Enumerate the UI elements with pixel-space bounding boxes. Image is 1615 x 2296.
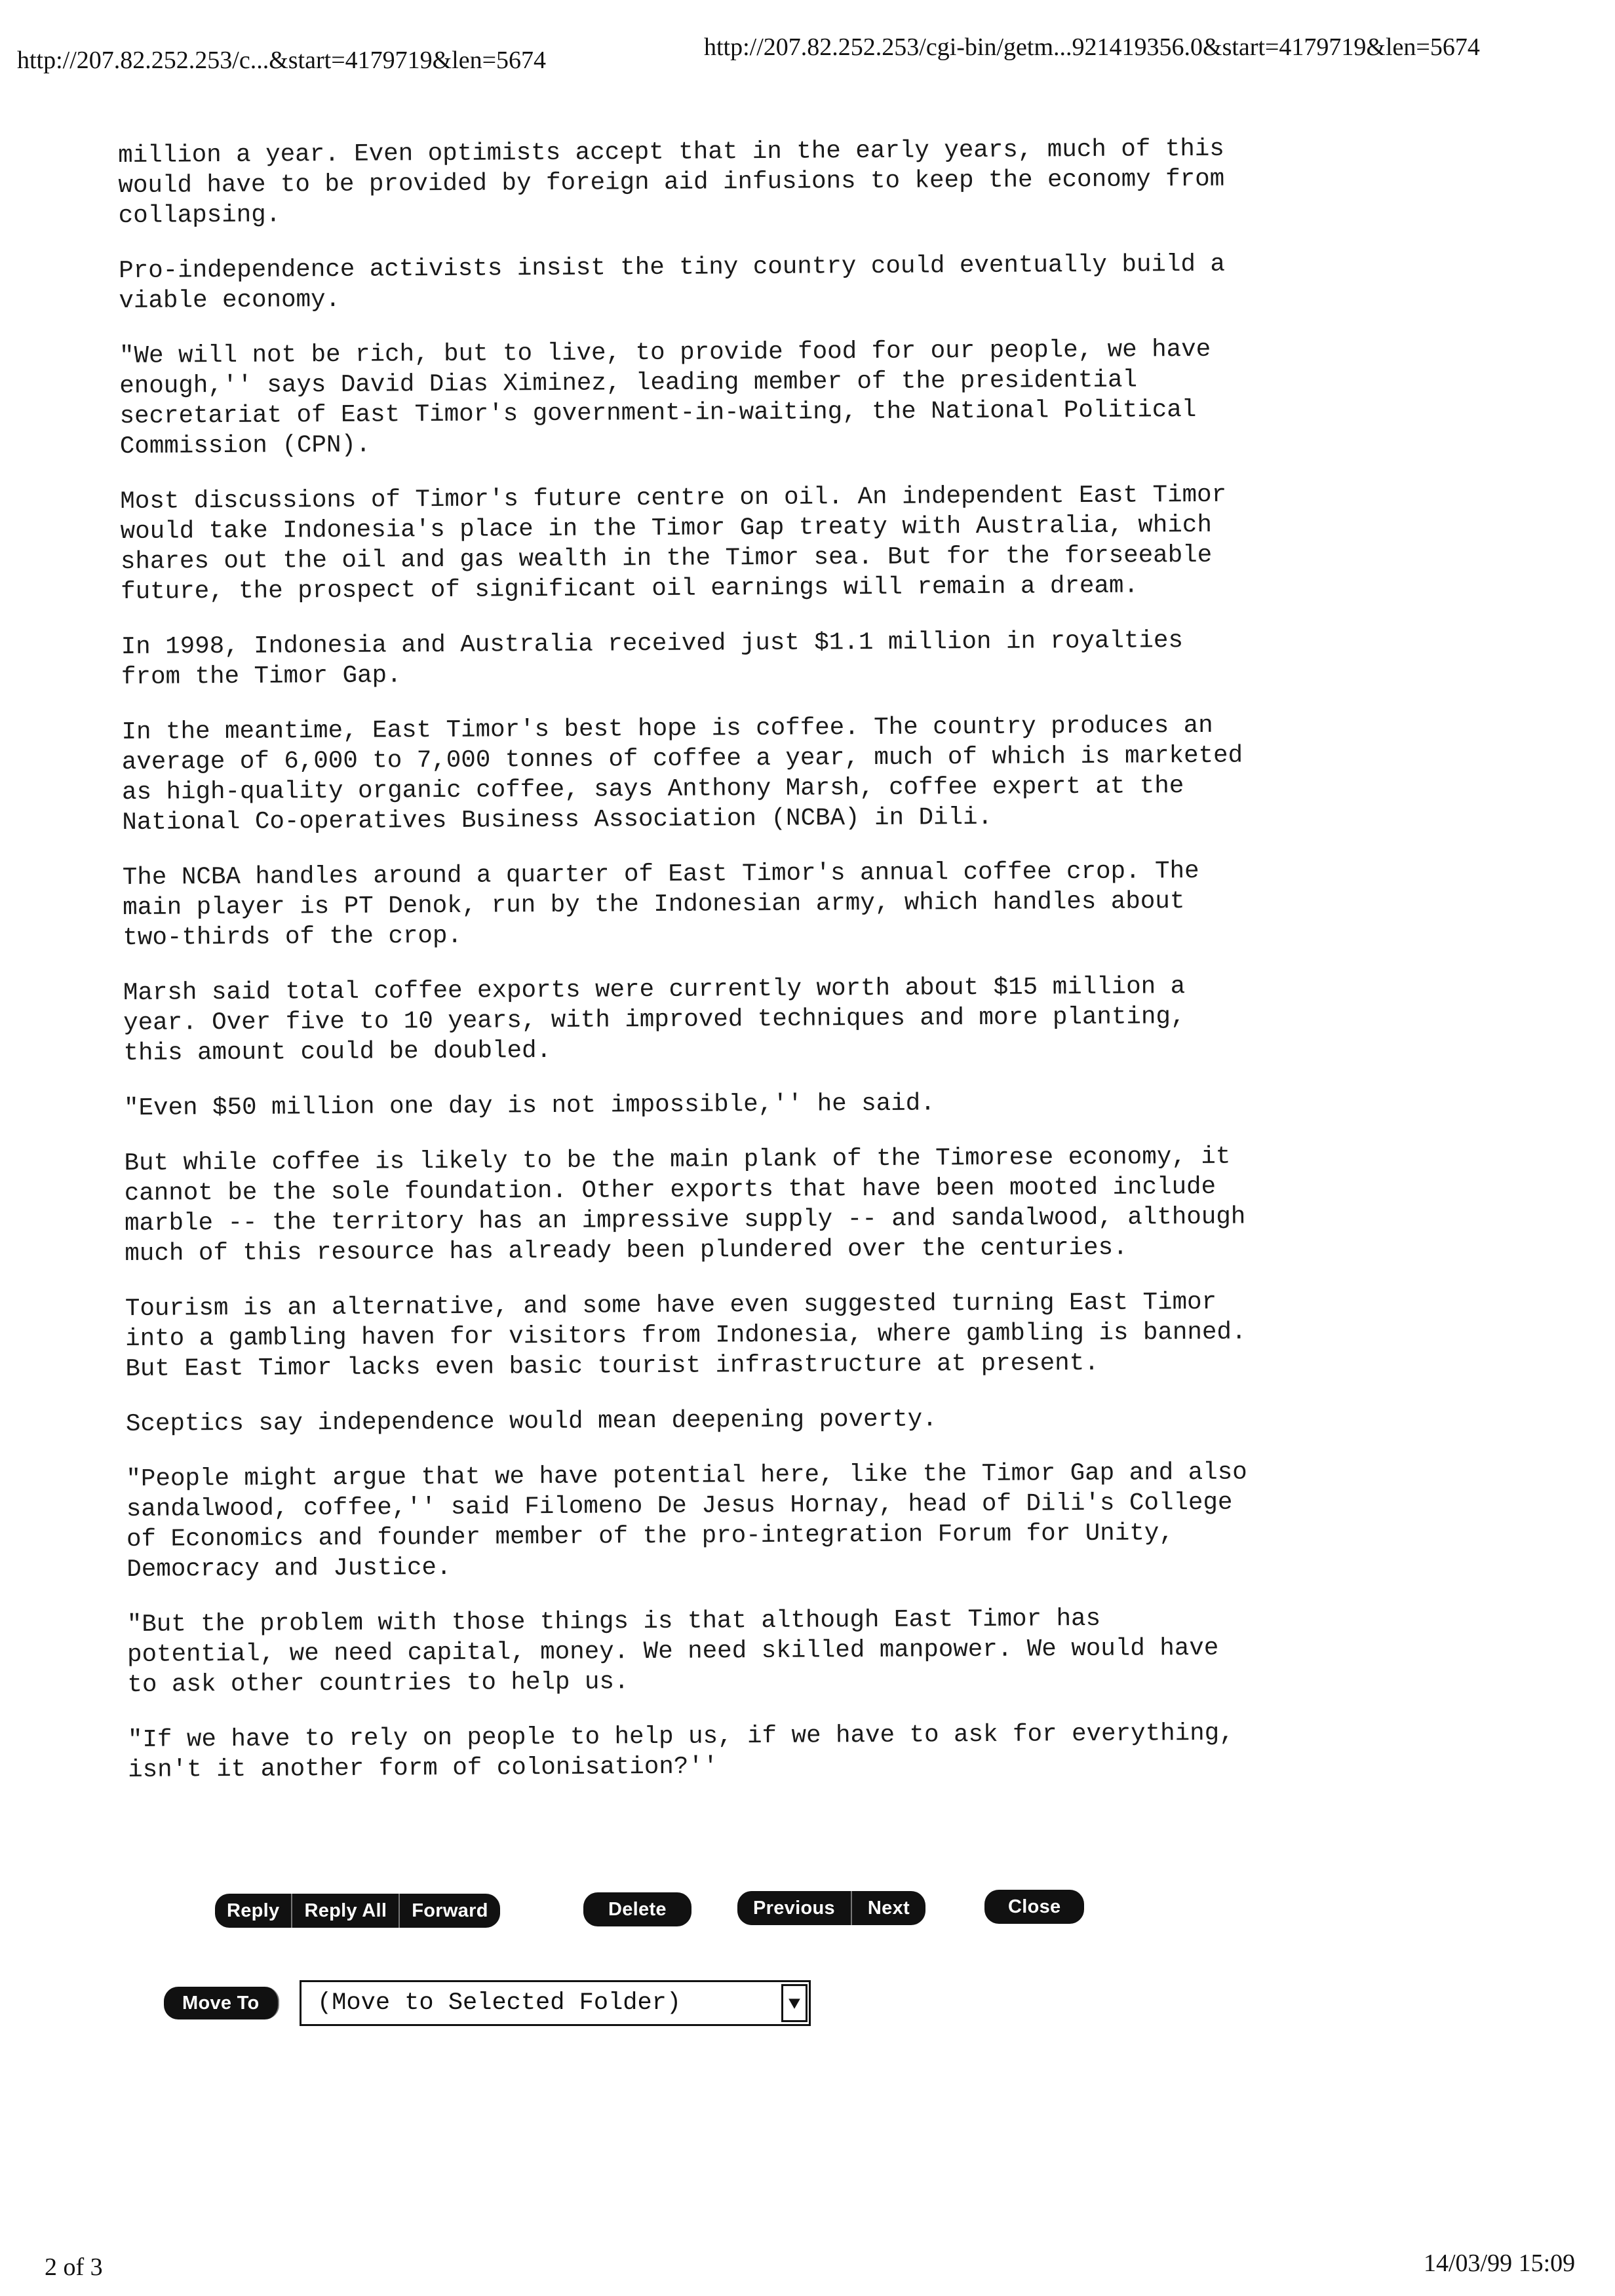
reply-button[interactable]: Reply (215, 1894, 292, 1928)
paragraph: But while coffee is likely to be the main plank of the Timorese economy, it cannot be the sole foundation. Other exports that have been mooted include marble -- the territory has an impressive supply -- and sandalwood, although much of this resource has already been plundered over the centuries. (124, 1143, 1246, 1268)
paragraph: "People might argue that we have potential here, like the Timor Gap and also sandalwood, coffee,'' said Filomeno De Jesus Hornay, head of Dili's College of Economics and founder member of the pro-integration Forum for Unity, Democracy and Justice. (126, 1459, 1247, 1584)
navigation-button-group (737, 1891, 925, 1925)
print-timestamp: 14/03/99 15:09 (1424, 2249, 1576, 2277)
message-body (118, 133, 1452, 1810)
paragraph: "If we have to rely on people to help us, if we have to ask for everything, isn't it another form of colonisation?'' (127, 1719, 1234, 1784)
next-button[interactable]: Next (852, 1891, 925, 1925)
reply-all-button[interactable]: Reply All (292, 1894, 400, 1928)
reply-button-group (215, 1894, 500, 1928)
paragraph: Sceptics say independence would mean deepening poverty. (125, 1406, 937, 1438)
forward-button[interactable]: Forward (400, 1894, 500, 1928)
dropdown-arrow-icon[interactable] (781, 1984, 808, 2022)
paragraph: million a year. Even optimists accept that in the early years, much of this would have to be provided by foreign aid infusions to keep the economy from collapsing. (118, 135, 1225, 230)
paragraph: "But the problem with those things is that although East Timor has potential, we need capital, money. We need skilled manpower. We would have to ask other countries to help us. (126, 1605, 1219, 1699)
header-url-right: http://207.82.252.253/cgi-bin/getm...921419356.0&start=4179719&len=5674 (704, 33, 1480, 61)
paragraph: "We will not be rich, but to live, to provide food for our people, we have enough,'' says David Dias Ximinez, leading member of the presidential secretariat of East Timor's government-in-waiting, the National Political Commission (CPN). (119, 335, 1211, 461)
close-button[interactable]: Close (984, 1890, 1084, 1924)
paragraph: In the meantime, East Timor's best hope is coffee. The country produces an average of 6,000 to 7,000 tonnes of coffee a year, much of which is marketed as high-quality organic coffee, says Anthony Marsh, coffee expert at the National Co-operatives Business Association (NCBA) in Dili. (121, 712, 1243, 837)
delete-button-group (583, 1892, 691, 1926)
previous-button[interactable]: Previous (737, 1891, 852, 1925)
delete-button[interactable]: Delete (583, 1892, 691, 1926)
paragraph: Tourism is an alternative, and some have even suggested turning East Timor into a gambling haven for visitors from Indonesia, where gambling is banned. But East Timor lacks even basic tourist infrastructure at present. (125, 1288, 1247, 1383)
paragraph: Marsh said total coffee exports were currently worth about $15 million a year. Over five to 10 years, with improved techniques and more planting, this amount could be doubled. (123, 973, 1186, 1067)
folder-select-value: (Move to Selected Folder) (317, 1989, 682, 2017)
close-button-group (984, 1890, 1084, 1924)
paragraph: The NCBA handles around a quarter of East Timor's annual coffee crop. The main player is PT Denok, run by the Indonesian army, which handles about two-thirds of the crop. (122, 857, 1199, 952)
paragraph: Pro-independence activists insist the tiny country could eventually build a viable economy. (119, 250, 1226, 315)
folder-select[interactable] (300, 1980, 811, 2026)
paragraph: "Even $50 million one day is not impossible,'' he said. (123, 1090, 935, 1122)
paragraph: In 1998, Indonesia and Australia received just $1.1 million in royalties from the Timor Gap. (121, 627, 1184, 691)
paragraph: Most discussions of Timor's future centre on oil. An independent East Timor would take Indonesia's place in the Timor Gap treaty with Australia, which shares out the oil and gas wealth in the Timor sea. But for the forseeable future, the prospect of significant oil earnings will remain a dream. (120, 481, 1227, 606)
header-url-left: http://207.82.252.253/c...&start=4179719&len=5674 (17, 47, 547, 74)
move-to-button[interactable]: Move To (164, 1987, 279, 2019)
page-counter: 2 of 3 (45, 2253, 103, 2281)
